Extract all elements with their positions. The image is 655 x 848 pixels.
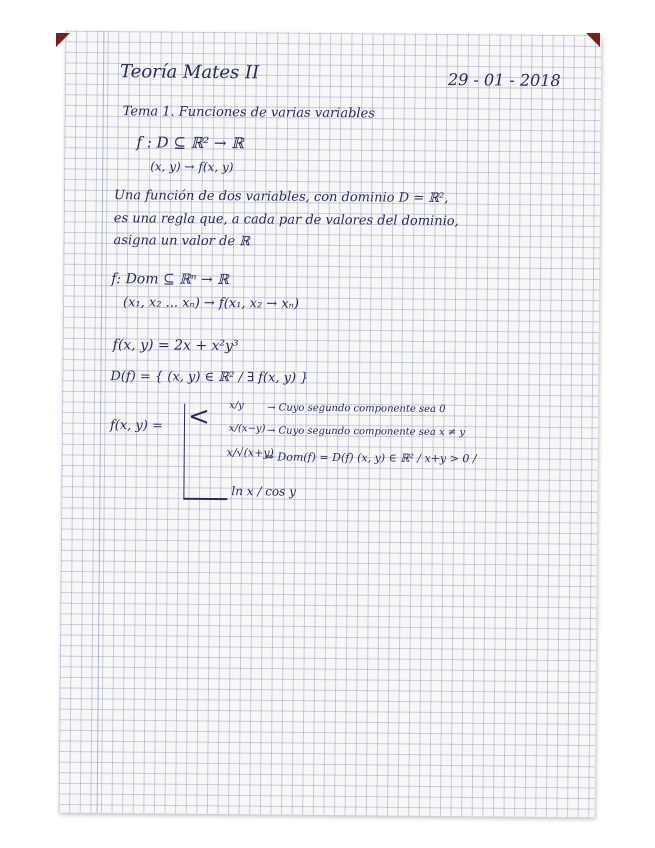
angle-bracket-icon: < bbox=[187, 401, 210, 432]
case-expression: x/(x−y) bbox=[228, 423, 266, 435]
notebook-page bbox=[59, 31, 602, 818]
case-expression: x/y bbox=[229, 400, 244, 412]
general-definition: f: Dom ⊆ ℝⁿ → ℝ bbox=[111, 271, 229, 289]
margin-line bbox=[97, 31, 105, 813]
case-brace bbox=[183, 401, 225, 499]
paragraph-line-3: asigna un valor de ℝ bbox=[113, 233, 251, 250]
piecewise-label: f(x, y) = bbox=[109, 418, 163, 434]
case-expression: x/√(x+y) bbox=[226, 446, 274, 460]
page-date: 29 - 01 - 2018 bbox=[447, 70, 561, 90]
general-mapping: (x₁, x₂ ... xₙ) → f(x₁, x₂ → xₙ) bbox=[122, 295, 300, 312]
function-mapping: (x, y) → f(x, y) bbox=[150, 159, 234, 175]
function-definition: f : D ⊆ ℝ² → ℝ bbox=[136, 133, 244, 153]
case-note: → Cuyo segundo componente sea x ≠ y bbox=[266, 425, 466, 439]
paragraph-line-2: es una regla que, a cada par de valores del dominio, bbox=[113, 211, 459, 230]
notebook-corner-left bbox=[56, 33, 70, 47]
case-expression: ln x / cos y bbox=[231, 484, 297, 499]
notebook-corner-right bbox=[586, 33, 600, 47]
domain-definition: D(f) = { (x, y) ∈ ℝ² / ∃ f(x, y) } bbox=[110, 369, 309, 386]
page-title: Teoría Mates II bbox=[119, 61, 260, 84]
topic-heading: Tema 1. Funciones de varias variables bbox=[122, 104, 376, 122]
example-function: f(x, y) = 2x + x²y³ bbox=[112, 337, 239, 355]
paragraph-line-1: Una función de dos variables, con dominio D = ℝ², bbox=[113, 188, 449, 207]
case-arrow-line bbox=[183, 498, 227, 500]
case-note: ⇒ Dom(f) = D(f) (x, y) ∈ ℝ² / x+y > 0 / bbox=[264, 450, 477, 466]
case-note: → Cuyo segundo componente sea 0 bbox=[267, 402, 446, 416]
